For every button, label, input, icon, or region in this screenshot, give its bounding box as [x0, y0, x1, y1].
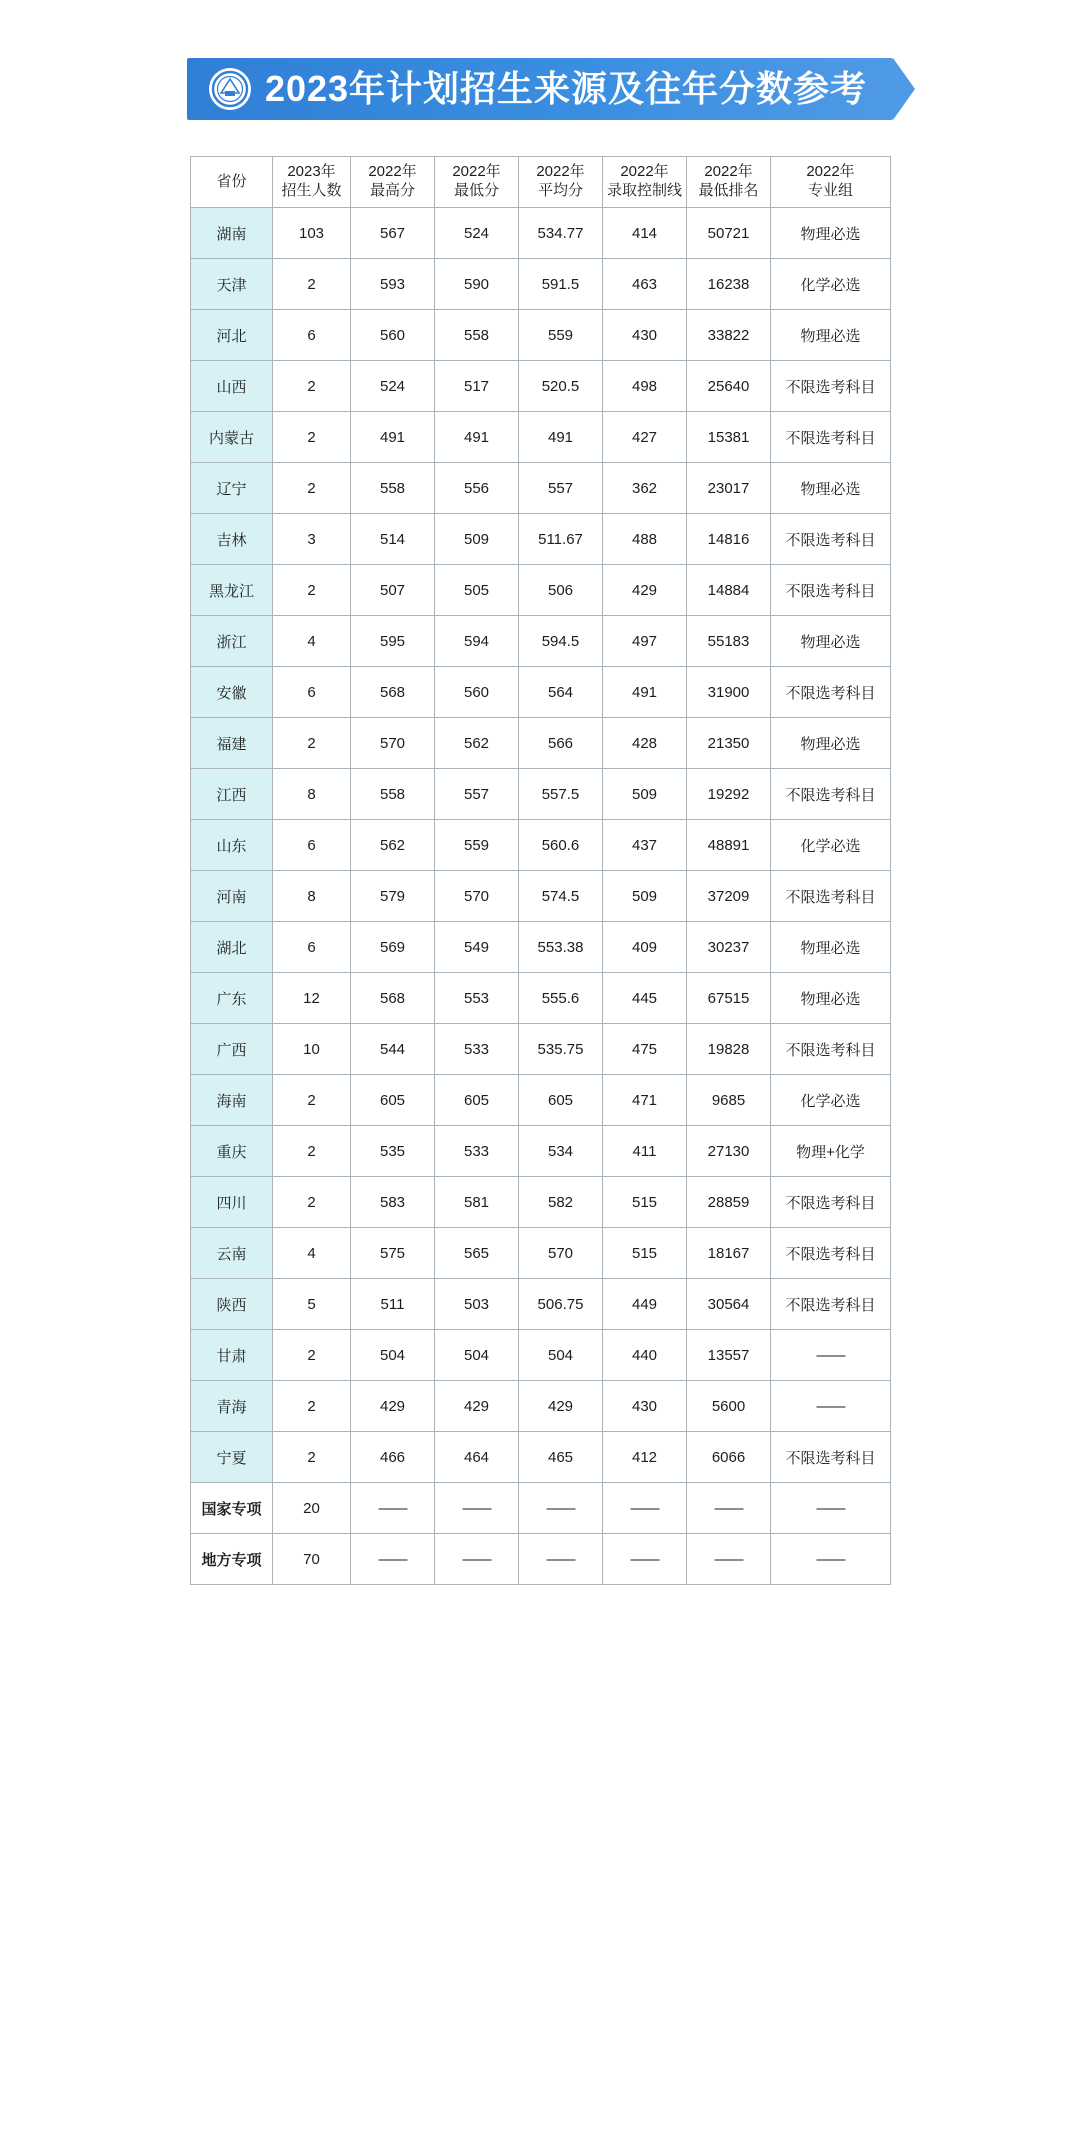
table-row — [191, 1381, 891, 1432]
cell-province: 福建 — [191, 718, 273, 769]
cell-min-rank: 5600 — [687, 1381, 771, 1432]
cell-max-score: 558 — [351, 463, 435, 514]
cell-province: 山西 — [191, 361, 273, 412]
cell-major-group: 不限选考科目 — [771, 514, 891, 565]
university-seal-icon — [209, 68, 251, 110]
cell-control-line: 515 — [603, 1228, 687, 1279]
cell-avg-score: 557.5 — [519, 769, 603, 820]
cell-major-group: 不限选考科目 — [771, 769, 891, 820]
cell-max-score: 568 — [351, 973, 435, 1024]
cell-plan: 2 — [273, 412, 351, 463]
table-row — [191, 1432, 891, 1483]
cell-province: 陕西 — [191, 1279, 273, 1330]
table-row — [191, 871, 891, 922]
cell-plan: 20 — [273, 1483, 351, 1534]
cell-avg-score: 557 — [519, 463, 603, 514]
cell-avg-score: 582 — [519, 1177, 603, 1228]
table-row — [191, 1534, 891, 1585]
cell-avg-score: 594.5 — [519, 616, 603, 667]
cell-max-score: 558 — [351, 769, 435, 820]
cell-major-group: 物理必选 — [771, 208, 891, 259]
cell-min-rank: 13557 — [687, 1330, 771, 1381]
cell-min-score: 560 — [435, 667, 519, 718]
cell-min-rank: 15381 — [687, 412, 771, 463]
table-row — [191, 1330, 891, 1381]
cell-min-rank: 23017 — [687, 463, 771, 514]
cell-province: 浙江 — [191, 616, 273, 667]
cell-min-score: 558 — [435, 310, 519, 361]
cell-min-rank: 9685 — [687, 1075, 771, 1126]
cell-plan: 2 — [273, 361, 351, 412]
cell-control-line: 491 — [603, 667, 687, 718]
cell-plan: 2 — [273, 718, 351, 769]
cell-max-score: 535 — [351, 1126, 435, 1177]
cell-province: 广西 — [191, 1024, 273, 1075]
cell-max-score: 466 — [351, 1432, 435, 1483]
cell-min-score: —— — [435, 1534, 519, 1585]
cell-plan: 8 — [273, 871, 351, 922]
cell-plan: 12 — [273, 973, 351, 1024]
table-header-row — [191, 157, 891, 208]
cell-control-line: 445 — [603, 973, 687, 1024]
cell-min-score: 505 — [435, 565, 519, 616]
column-header-min-score: 2022年 最低分 — [435, 157, 519, 208]
cell-min-score: 524 — [435, 208, 519, 259]
cell-avg-score: 506.75 — [519, 1279, 603, 1330]
cell-max-score: 429 — [351, 1381, 435, 1432]
cell-max-score: 583 — [351, 1177, 435, 1228]
cell-province: 四川 — [191, 1177, 273, 1228]
cell-province: 辽宁 — [191, 463, 273, 514]
cell-min-score: 594 — [435, 616, 519, 667]
cell-control-line: 509 — [603, 769, 687, 820]
table-row — [191, 1228, 891, 1279]
cell-avg-score: 553.38 — [519, 922, 603, 973]
cell-plan: 2 — [273, 1075, 351, 1126]
cell-control-line: 362 — [603, 463, 687, 514]
cell-max-score: —— — [351, 1483, 435, 1534]
cell-max-score: 575 — [351, 1228, 435, 1279]
cell-max-score: 544 — [351, 1024, 435, 1075]
cell-major-group: —— — [771, 1483, 891, 1534]
cell-min-rank: 19292 — [687, 769, 771, 820]
cell-major-group: 不限选考科目 — [771, 1177, 891, 1228]
cell-max-score: 562 — [351, 820, 435, 871]
cell-min-score: 605 — [435, 1075, 519, 1126]
cell-province: 内蒙古 — [191, 412, 273, 463]
cell-plan: 2 — [273, 1330, 351, 1381]
cell-control-line: 509 — [603, 871, 687, 922]
cell-avg-score: 566 — [519, 718, 603, 769]
table-row — [191, 616, 891, 667]
cell-avg-score: —— — [519, 1483, 603, 1534]
table-row — [191, 973, 891, 1024]
cell-province: 海南 — [191, 1075, 273, 1126]
cell-plan: 8 — [273, 769, 351, 820]
cell-major-group: 不限选考科目 — [771, 1024, 891, 1075]
cell-min-score: 581 — [435, 1177, 519, 1228]
cell-province: 甘肃 — [191, 1330, 273, 1381]
column-header-avg-score: 2022年 平均分 — [519, 157, 603, 208]
cell-max-score: 514 — [351, 514, 435, 565]
cell-control-line: 412 — [603, 1432, 687, 1483]
cell-min-score: 556 — [435, 463, 519, 514]
cell-max-score: 605 — [351, 1075, 435, 1126]
cell-province: 吉林 — [191, 514, 273, 565]
cell-avg-score: 560.6 — [519, 820, 603, 871]
cell-major-group: —— — [771, 1534, 891, 1585]
cell-province: 江西 — [191, 769, 273, 820]
cell-avg-score: 534 — [519, 1126, 603, 1177]
cell-avg-score: 511.67 — [519, 514, 603, 565]
cell-control-line: 515 — [603, 1177, 687, 1228]
cell-plan: 4 — [273, 616, 351, 667]
cell-avg-score: 591.5 — [519, 259, 603, 310]
cell-min-score: 590 — [435, 259, 519, 310]
cell-plan: 70 — [273, 1534, 351, 1585]
cell-plan: 10 — [273, 1024, 351, 1075]
cell-control-line: 437 — [603, 820, 687, 871]
cell-plan: 2 — [273, 1381, 351, 1432]
cell-min-rank: 67515 — [687, 973, 771, 1024]
cell-province: 宁夏 — [191, 1432, 273, 1483]
cell-major-group: 物理必选 — [771, 922, 891, 973]
cell-avg-score: 429 — [519, 1381, 603, 1432]
cell-major-group: 物理必选 — [771, 973, 891, 1024]
cell-min-score: 464 — [435, 1432, 519, 1483]
cell-max-score: 504 — [351, 1330, 435, 1381]
cell-min-rank: 27130 — [687, 1126, 771, 1177]
cell-major-group: 物理必选 — [771, 616, 891, 667]
cell-avg-score: 465 — [519, 1432, 603, 1483]
cell-avg-score: —— — [519, 1534, 603, 1585]
cell-control-line: 488 — [603, 514, 687, 565]
title-banner — [187, 58, 893, 120]
cell-plan: 2 — [273, 463, 351, 514]
cell-max-score: 567 — [351, 208, 435, 259]
table-row — [191, 1075, 891, 1126]
cell-min-score: 517 — [435, 361, 519, 412]
cell-plan: 103 — [273, 208, 351, 259]
cell-plan: 4 — [273, 1228, 351, 1279]
cell-major-group: 不限选考科目 — [771, 565, 891, 616]
column-header-min-rank: 2022年 最低排名 — [687, 157, 771, 208]
cell-min-rank: 18167 — [687, 1228, 771, 1279]
cell-max-score: —— — [351, 1534, 435, 1585]
cell-avg-score: 491 — [519, 412, 603, 463]
cell-min-rank: 33822 — [687, 310, 771, 361]
cell-province: 山东 — [191, 820, 273, 871]
cell-max-score: 595 — [351, 616, 435, 667]
cell-avg-score: 534.77 — [519, 208, 603, 259]
cell-major-group: 化学必选 — [771, 820, 891, 871]
cell-avg-score: 559 — [519, 310, 603, 361]
cell-avg-score: 570 — [519, 1228, 603, 1279]
cell-min-score: 562 — [435, 718, 519, 769]
cell-plan: 3 — [273, 514, 351, 565]
table-row — [191, 259, 891, 310]
cell-major-group: 物理必选 — [771, 463, 891, 514]
table-row — [191, 1024, 891, 1075]
cell-min-rank: 31900 — [687, 667, 771, 718]
cell-max-score: 491 — [351, 412, 435, 463]
cell-major-group: 不限选考科目 — [771, 361, 891, 412]
cell-max-score: 560 — [351, 310, 435, 361]
cell-min-score: 559 — [435, 820, 519, 871]
cell-min-rank: 30564 — [687, 1279, 771, 1330]
cell-min-rank: 30237 — [687, 922, 771, 973]
cell-plan: 2 — [273, 1177, 351, 1228]
cell-control-line: 414 — [603, 208, 687, 259]
cell-control-line: —— — [603, 1534, 687, 1585]
cell-control-line: 497 — [603, 616, 687, 667]
table-row — [191, 1126, 891, 1177]
table-row — [191, 1279, 891, 1330]
cell-control-line: 430 — [603, 1381, 687, 1432]
cell-major-group: 化学必选 — [771, 1075, 891, 1126]
cell-plan: 5 — [273, 1279, 351, 1330]
cell-min-score: 570 — [435, 871, 519, 922]
cell-min-rank: 28859 — [687, 1177, 771, 1228]
cell-province: 天津 — [191, 259, 273, 310]
cell-major-group: 化学必选 — [771, 259, 891, 310]
table-row — [191, 565, 891, 616]
cell-min-score: 533 — [435, 1126, 519, 1177]
cell-control-line: —— — [603, 1483, 687, 1534]
cell-max-score: 511 — [351, 1279, 435, 1330]
cell-min-rank: 21350 — [687, 718, 771, 769]
cell-min-score: 509 — [435, 514, 519, 565]
cell-province: 湖北 — [191, 922, 273, 973]
cell-max-score: 569 — [351, 922, 435, 973]
column-header-plan: 2023年 招生人数 — [273, 157, 351, 208]
cell-min-rank: —— — [687, 1534, 771, 1585]
cell-major-group: 不限选考科目 — [771, 1432, 891, 1483]
page-header — [0, 58, 1080, 120]
cell-control-line: 471 — [603, 1075, 687, 1126]
cell-control-line: 409 — [603, 922, 687, 973]
page-title: 2023年计划招生来源及往年分数参考 — [264, 68, 868, 109]
cell-min-rank: 48891 — [687, 820, 771, 871]
cell-plan: 6 — [273, 820, 351, 871]
cell-min-rank: 50721 — [687, 208, 771, 259]
cell-min-rank: 25640 — [687, 361, 771, 412]
table-row — [191, 310, 891, 361]
cell-min-rank: 6066 — [687, 1432, 771, 1483]
cell-max-score: 568 — [351, 667, 435, 718]
score-table-container — [190, 156, 890, 1585]
cell-min-score: 491 — [435, 412, 519, 463]
cell-major-group: 不限选考科目 — [771, 1279, 891, 1330]
table-row — [191, 514, 891, 565]
cell-province: 黑龙江 — [191, 565, 273, 616]
column-header-control-line: 2022年 录取控制线 — [603, 157, 687, 208]
cell-min-rank: 37209 — [687, 871, 771, 922]
cell-max-score: 524 — [351, 361, 435, 412]
cell-province: 云南 — [191, 1228, 273, 1279]
cell-control-line: 475 — [603, 1024, 687, 1075]
cell-province: 安徽 — [191, 667, 273, 718]
cell-min-score: 503 — [435, 1279, 519, 1330]
cell-major-group: 不限选考科目 — [771, 412, 891, 463]
cell-control-line: 449 — [603, 1279, 687, 1330]
cell-control-line: 430 — [603, 310, 687, 361]
cell-min-score: 557 — [435, 769, 519, 820]
cell-province: 地方专项 — [191, 1534, 273, 1585]
table-row — [191, 361, 891, 412]
cell-min-score: 565 — [435, 1228, 519, 1279]
column-header-province: 省份 — [191, 157, 273, 208]
table-row — [191, 1177, 891, 1228]
cell-avg-score: 605 — [519, 1075, 603, 1126]
table-row — [191, 922, 891, 973]
table-row — [191, 208, 891, 259]
cell-control-line: 427 — [603, 412, 687, 463]
cell-min-score: 533 — [435, 1024, 519, 1075]
cell-avg-score: 504 — [519, 1330, 603, 1381]
admission-score-table — [190, 156, 891, 1585]
table-row — [191, 463, 891, 514]
cell-avg-score: 574.5 — [519, 871, 603, 922]
cell-min-score: 504 — [435, 1330, 519, 1381]
table-row — [191, 667, 891, 718]
cell-min-rank: 14884 — [687, 565, 771, 616]
cell-plan: 6 — [273, 310, 351, 361]
cell-major-group: 不限选考科目 — [771, 871, 891, 922]
cell-max-score: 570 — [351, 718, 435, 769]
cell-major-group: 物理+化学 — [771, 1126, 891, 1177]
cell-avg-score: 535.75 — [519, 1024, 603, 1075]
cell-province: 国家专项 — [191, 1483, 273, 1534]
cell-avg-score: 555.6 — [519, 973, 603, 1024]
cell-province: 青海 — [191, 1381, 273, 1432]
cell-plan: 2 — [273, 1126, 351, 1177]
column-header-major-group: 2022年 专业组 — [771, 157, 891, 208]
table-row — [191, 1483, 891, 1534]
cell-min-rank: 19828 — [687, 1024, 771, 1075]
cell-min-rank: 14816 — [687, 514, 771, 565]
cell-province: 重庆 — [191, 1126, 273, 1177]
cell-avg-score: 564 — [519, 667, 603, 718]
cell-major-group: 不限选考科目 — [771, 1228, 891, 1279]
cell-min-rank: —— — [687, 1483, 771, 1534]
cell-min-rank: 55183 — [687, 616, 771, 667]
table-row — [191, 820, 891, 871]
cell-max-score: 593 — [351, 259, 435, 310]
cell-min-score: —— — [435, 1483, 519, 1534]
cell-province: 广东 — [191, 973, 273, 1024]
cell-avg-score: 520.5 — [519, 361, 603, 412]
table-row — [191, 412, 891, 463]
cell-control-line: 440 — [603, 1330, 687, 1381]
cell-plan: 2 — [273, 565, 351, 616]
cell-province: 河南 — [191, 871, 273, 922]
cell-control-line: 411 — [603, 1126, 687, 1177]
cell-min-score: 429 — [435, 1381, 519, 1432]
cell-major-group: 不限选考科目 — [771, 667, 891, 718]
cell-plan: 2 — [273, 1432, 351, 1483]
cell-major-group: —— — [771, 1330, 891, 1381]
cell-plan: 6 — [273, 667, 351, 718]
table-row — [191, 718, 891, 769]
cell-max-score: 579 — [351, 871, 435, 922]
cell-avg-score: 506 — [519, 565, 603, 616]
cell-max-score: 507 — [351, 565, 435, 616]
cell-control-line: 429 — [603, 565, 687, 616]
cell-min-rank: 16238 — [687, 259, 771, 310]
table-row — [191, 769, 891, 820]
cell-major-group: 物理必选 — [771, 718, 891, 769]
cell-plan: 6 — [273, 922, 351, 973]
cell-plan: 2 — [273, 259, 351, 310]
column-header-max-score: 2022年 最高分 — [351, 157, 435, 208]
cell-control-line: 463 — [603, 259, 687, 310]
cell-province: 河北 — [191, 310, 273, 361]
cell-min-score: 549 — [435, 922, 519, 973]
cell-major-group: 物理必选 — [771, 310, 891, 361]
cell-min-score: 553 — [435, 973, 519, 1024]
cell-control-line: 498 — [603, 361, 687, 412]
cell-control-line: 428 — [603, 718, 687, 769]
cell-province: 湖南 — [191, 208, 273, 259]
cell-major-group: —— — [771, 1381, 891, 1432]
